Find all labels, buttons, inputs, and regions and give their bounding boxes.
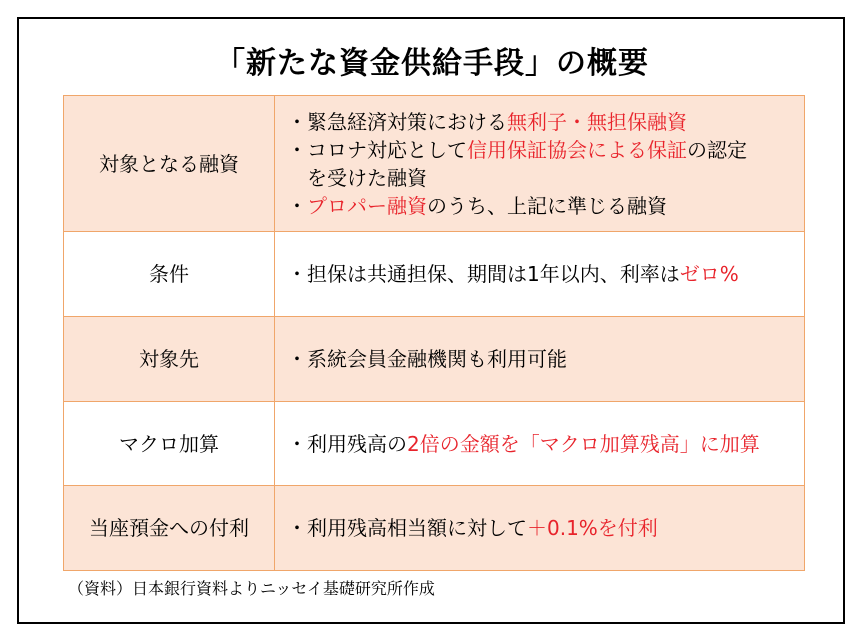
source-note: （資料）日本銀行資料よりニッセイ基礎研究所作成 (68, 579, 435, 598)
table-row-macro-add-on (64, 402, 805, 486)
highlight-text: プロパー融資 (307, 193, 427, 218)
table-row-eligible-entities (64, 317, 805, 402)
body-text: の認定 (687, 137, 747, 162)
body-text: ・利用残高相当額に対して (287, 516, 527, 540)
content-line (287, 430, 804, 458)
row-content (275, 232, 805, 317)
table-row-target-loans (64, 96, 805, 232)
row-label: 対象となる融資 (64, 96, 275, 232)
page-title: 「新たな資金供給手段」の概要 (215, 46, 649, 81)
highlight-text: ゼロ% (679, 262, 739, 286)
row-content (275, 317, 805, 402)
row-label: マクロ加算 (64, 402, 275, 486)
highlight-text: ＋0.1%を付利 (527, 516, 658, 540)
body-text: を受けた融資 (287, 165, 427, 190)
highlight-text: 信用保証協会による保証 (467, 137, 687, 162)
body-text: のうち、上記に準じる融資 (427, 193, 667, 218)
row-content (275, 486, 805, 571)
row-content (275, 96, 805, 232)
body-text: ・担保は共通担保、期間は1年以内、利率は (287, 262, 680, 286)
content-line (287, 164, 804, 192)
table-row-interest-on-reserves (64, 486, 805, 571)
content-line (287, 192, 804, 220)
row-label: 当座預金への付利 (64, 486, 275, 571)
content-line (287, 108, 804, 136)
row-label: 対象先 (64, 317, 275, 402)
summary-table (63, 95, 805, 571)
body-text: ・系統会員金融機関も利用可能 (287, 347, 567, 371)
row-content (275, 402, 805, 486)
body-text: ・利用残高の (287, 431, 407, 456)
content-line (287, 260, 804, 288)
content-line (287, 136, 804, 164)
table-row-conditions (64, 232, 805, 317)
body-text: ・コロナ対応として (287, 137, 467, 162)
content-line (287, 345, 804, 373)
content-line (287, 514, 804, 542)
row-label: 条件 (64, 232, 275, 317)
highlight-text: 無利子・無担保融資 (507, 109, 687, 134)
body-text: ・ (287, 193, 307, 218)
highlight-text: 2倍の金額を「マクロ加算残高」に加算 (407, 431, 760, 456)
body-text: ・緊急経済対策における (287, 109, 507, 134)
